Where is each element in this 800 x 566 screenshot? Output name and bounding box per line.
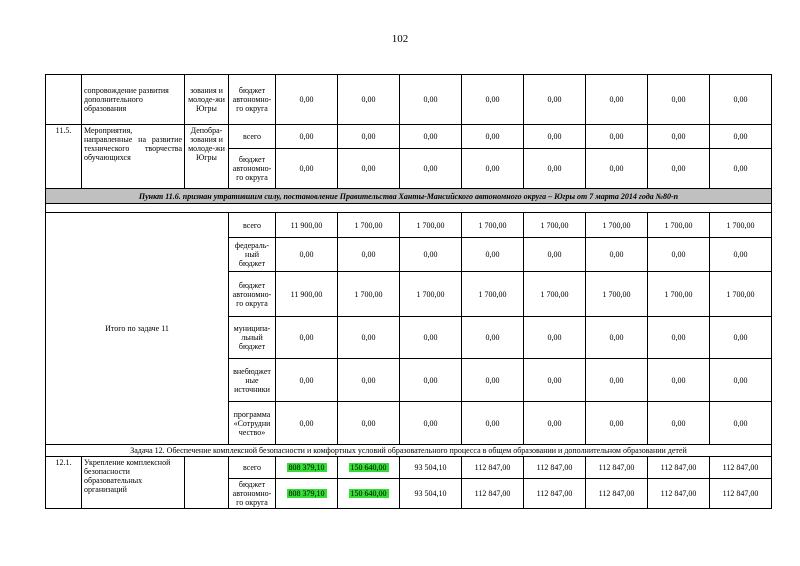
value-cell: 0,00 [524,149,586,189]
highlight-mark: 150 640,00 [350,463,387,472]
task-heading: Задача 12. Обеспечение комплексной безопасности и комфортных условий образовательного процесса в общем образовании и дополнительном образовании детей [46,445,772,457]
executor: зования и молоде-жи Югры [185,75,229,125]
value-cell: 0,00 [648,75,710,125]
funding-source: бюджет автономно-го округа [229,272,276,317]
value-cell-highlighted [276,457,338,479]
value-cell: 0,00 [276,359,338,402]
table-row [46,75,772,125]
value-cell: 1 700,00 [462,213,524,238]
value-cell: 0,00 [586,149,648,189]
spacer-row [46,204,772,213]
value-cell: 1 700,00 [710,213,772,238]
value-cell: 93 504,10 [400,457,462,479]
value-cell-highlighted [338,457,400,479]
value-cell: 0,00 [524,75,586,125]
value-cell: 1 700,00 [462,272,524,317]
value-cell: 1 700,00 [524,272,586,317]
value-cell: 1 700,00 [338,213,400,238]
value-cell: 1 700,00 [338,272,400,317]
value-cell-highlighted [276,479,338,509]
value-cell: 0,00 [400,149,462,189]
value-cell: 1 700,00 [586,213,648,238]
repealed-note: Пункт 11.6. признан утратившим силу, постановление Правительства Ханты-Мансийского автономного округа – Югры от 7 марта 2014 года №80-п [46,189,772,204]
funding-source: бюджет автономно-го округа [229,149,276,189]
value-cell: 0,00 [462,149,524,189]
value-cell: 0,00 [338,125,400,149]
funding-source: бюджет автономно-го округа [229,75,276,125]
funding-source: федераль-ный бюджет [229,238,276,272]
funding-source: всего [229,125,276,149]
highlight-mark: 808 379,10 [288,463,325,472]
value-cell: 1 700,00 [400,213,462,238]
value-cell: 0,00 [276,402,338,445]
value-cell: 0,00 [586,238,648,272]
value-cell: 0,00 [710,402,772,445]
value-cell: 0,00 [586,75,648,125]
highlight-mark: 150 640,00 [350,489,387,498]
value-cell: 0,00 [586,317,648,359]
value-cell: 0,00 [338,75,400,125]
value-cell: 0,00 [710,125,772,149]
item-name: Мероприятия, направленные на развитие технического творчества обучающихся [82,125,185,189]
value-cell: 0,00 [524,402,586,445]
value-cell: 0,00 [338,238,400,272]
funding-source: муниципа-льный бюджет [229,317,276,359]
value-cell: 112 847,00 [586,457,648,479]
value-cell: 0,00 [400,359,462,402]
value-cell: 112 847,00 [524,457,586,479]
value-cell: 112 847,00 [648,457,710,479]
value-cell: 0,00 [462,125,524,149]
page-number: 102 [391,33,409,45]
value-cell: 112 847,00 [710,479,772,509]
value-cell: 0,00 [276,238,338,272]
table-row [46,457,772,479]
value-cell: 112 847,00 [462,479,524,509]
item-name: сопровождение развития дополнительного образования [82,75,185,125]
total-label: Итого по задаче 11 [46,213,229,445]
value-cell: 112 847,00 [648,479,710,509]
value-cell: 0,00 [524,125,586,149]
value-cell: 0,00 [648,238,710,272]
value-cell: 1 700,00 [400,272,462,317]
value-cell: 0,00 [338,149,400,189]
value-cell: 0,00 [710,238,772,272]
value-cell: 93 504,10 [400,479,462,509]
table-row [46,189,772,204]
value-cell: 0,00 [338,317,400,359]
value-cell: 0,00 [338,402,400,445]
value-cell: 0,00 [462,75,524,125]
value-cell: 1 700,00 [648,213,710,238]
value-cell: 1 700,00 [710,272,772,317]
value-cell: 0,00 [524,238,586,272]
value-cell: 0,00 [400,75,462,125]
value-cell: 0,00 [462,359,524,402]
table-row [46,125,772,149]
budget-table [45,74,772,509]
highlight-mark: 808 379,10 [288,489,325,498]
funding-source: всего [229,457,276,479]
value-cell: 0,00 [648,359,710,402]
executor: Депобра-зования и молоде-жи Югры [185,125,229,189]
value-cell: 0,00 [710,149,772,189]
funding-source: бюджет автономно-го округа [229,479,276,509]
value-cell: 0,00 [276,75,338,125]
value-cell: 0,00 [462,238,524,272]
value-cell: 1 700,00 [586,272,648,317]
funding-source: всего [229,213,276,238]
value-cell: 1 700,00 [648,272,710,317]
value-cell: 0,00 [586,359,648,402]
value-cell: 0,00 [400,317,462,359]
value-cell-highlighted [338,479,400,509]
value-cell: 0,00 [400,125,462,149]
value-cell: 112 847,00 [524,479,586,509]
item-number [46,75,82,125]
value-cell: 0,00 [648,125,710,149]
value-cell: 0,00 [462,402,524,445]
value-cell: 0,00 [462,317,524,359]
value-cell: 1 700,00 [524,213,586,238]
value-cell: 0,00 [276,317,338,359]
value-cell: 0,00 [648,317,710,359]
value-cell: 112 847,00 [710,457,772,479]
value-cell: 0,00 [710,317,772,359]
value-cell: 0,00 [710,75,772,125]
value-cell: 0,00 [276,125,338,149]
executor [185,457,229,509]
value-cell: 11 900,00 [276,213,338,238]
value-cell: 0,00 [710,359,772,402]
value-cell: 0,00 [648,149,710,189]
value-cell: 112 847,00 [462,457,524,479]
value-cell: 0,00 [648,402,710,445]
value-cell: 0,00 [586,125,648,149]
table-row [46,445,772,457]
value-cell: 0,00 [524,317,586,359]
value-cell: 0,00 [586,402,648,445]
funding-source: программа «Сотрудни чество» [229,402,276,445]
value-cell: 0,00 [338,359,400,402]
value-cell: 112 847,00 [586,479,648,509]
item-number: 12.1. [46,457,82,509]
value-cell: 0,00 [400,402,462,445]
funding-source: внебюджет ные источники [229,359,276,402]
table-row [46,213,772,238]
item-number: 11.5. [46,125,82,189]
value-cell: 0,00 [524,359,586,402]
value-cell: 0,00 [400,238,462,272]
table-row [46,204,772,213]
value-cell: 11 900,00 [276,272,338,317]
value-cell: 0,00 [276,149,338,189]
item-name: Укрепление комплексной безопасности образовательных организаций [82,457,185,509]
